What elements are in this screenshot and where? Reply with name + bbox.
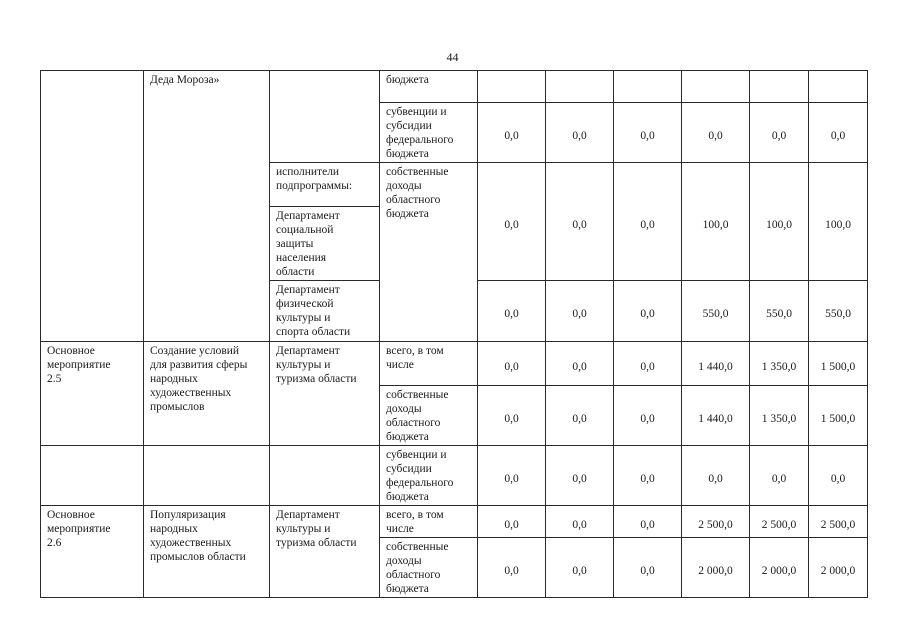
value-text: 0,0 — [504, 218, 519, 231]
value-text: 0,0 — [830, 472, 846, 485]
value-text: 100,0 — [702, 218, 729, 231]
value-cell — [546, 163, 614, 281]
value-cell — [809, 506, 868, 538]
table-row — [41, 506, 868, 538]
value-cell — [478, 506, 546, 538]
value-cell — [682, 342, 750, 386]
value-cell — [682, 281, 750, 342]
value-text: 0,0 — [640, 360, 655, 373]
executor-cell: исполнители подпрограммы: — [270, 163, 380, 207]
value-cell — [546, 538, 614, 598]
value-cell — [809, 163, 868, 281]
table-row — [41, 71, 868, 103]
value-text: 0,0 — [572, 518, 587, 531]
value-text: 0,0 — [640, 518, 655, 531]
value-text: 0,0 — [640, 129, 655, 142]
value-text: 2 000,0 — [698, 564, 733, 577]
name-cell: Деда Мороза» — [144, 71, 270, 342]
source-cell: всего, в том числе — [380, 506, 478, 538]
name-cell: Создание условий для развития сферы народных художественных промыслов — [144, 342, 270, 446]
value-cell — [478, 71, 546, 103]
value-text: 0,0 — [572, 129, 587, 142]
value-text: 0,0 — [504, 308, 519, 320]
value-text: 0,0 — [830, 129, 846, 142]
value-text: 550,0 — [702, 308, 729, 320]
value-cell — [809, 446, 868, 506]
value-cell — [614, 386, 682, 446]
value-cell — [546, 103, 614, 163]
executor-cell: Департамент социальной защиты населения области — [270, 207, 380, 281]
page-number: 44 — [446, 50, 459, 64]
value-text: 0,0 — [504, 129, 519, 142]
event-cell: Основное мероприятие 2.6 — [41, 506, 144, 598]
value-cell — [614, 342, 682, 386]
value-text: 0,0 — [572, 472, 587, 485]
source-cell: субвенции и субсидии федерального бюджета — [380, 103, 478, 163]
source-cell: собственные доходы областного бюджета — [380, 386, 478, 446]
value-text: 550,0 — [766, 308, 792, 320]
source-cell: собственные доходы областного бюджета — [380, 163, 478, 342]
value-text: 0,0 — [572, 564, 587, 577]
value-cell — [478, 163, 546, 281]
value-cell — [750, 386, 809, 446]
value-cell — [809, 386, 868, 446]
name-cell: Популяризация народных художественных промыслов области — [144, 506, 270, 598]
executor-cell — [270, 446, 380, 506]
value-cell — [809, 71, 868, 103]
source-cell: собственные доходы областного бюджета — [380, 538, 478, 598]
value-text: 1 440,0 — [698, 412, 733, 425]
executor-cell: Департамент культуры и туризма области — [270, 506, 380, 598]
value-cell — [546, 281, 614, 342]
value-cell — [478, 342, 546, 386]
source-cell: субвенции и субсидии федерального бюджета — [380, 446, 478, 506]
value-cell — [750, 163, 809, 281]
value-cell — [478, 446, 546, 506]
value-cell — [809, 342, 868, 386]
value-cell — [750, 506, 809, 538]
value-cell — [809, 281, 868, 342]
value-cell — [546, 71, 614, 103]
value-cell — [809, 538, 868, 598]
value-text: 0,0 — [572, 360, 587, 373]
value-text: 0,0 — [504, 564, 519, 577]
value-cell — [750, 446, 809, 506]
value-text: 0,0 — [504, 412, 519, 425]
value-cell — [750, 342, 809, 386]
executor-cell: Департамент физической культуры и спорта области — [270, 281, 380, 342]
value-text: 100,0 — [825, 218, 851, 231]
value-text: 2 500,0 — [761, 518, 797, 531]
table-row — [41, 446, 868, 506]
budget-table — [40, 70, 868, 598]
value-cell — [478, 386, 546, 446]
value-text: 0,0 — [771, 129, 787, 142]
value-cell — [750, 103, 809, 163]
value-cell — [750, 71, 809, 103]
value-cell — [614, 446, 682, 506]
value-text: 0,0 — [640, 564, 655, 577]
value-cell — [546, 506, 614, 538]
name-cell — [144, 446, 270, 506]
value-text: 0,0 — [572, 218, 587, 231]
value-cell — [478, 538, 546, 598]
value-cell — [546, 446, 614, 506]
value-text: 0,0 — [640, 412, 655, 425]
value-cell — [546, 342, 614, 386]
value-text: 1 500,0 — [820, 360, 856, 373]
value-text: 0,0 — [504, 472, 519, 485]
value-cell — [682, 538, 750, 598]
value-cell — [809, 103, 868, 163]
value-text: 0,0 — [504, 518, 519, 531]
value-text: 2 500,0 — [820, 518, 856, 531]
value-text: 0,0 — [640, 308, 655, 320]
value-cell — [750, 281, 809, 342]
value-cell — [614, 281, 682, 342]
value-text: 2 000,0 — [761, 564, 797, 577]
source-cell: бюджета — [380, 71, 478, 103]
event-cell: Основное мероприятие 2.5 — [41, 342, 144, 446]
executor-cell — [270, 71, 380, 163]
value-text: 2 000,0 — [820, 564, 856, 577]
executor-cell: Департамент культуры и туризма области — [270, 342, 380, 446]
value-text: 550,0 — [825, 308, 851, 320]
value-cell — [682, 163, 750, 281]
value-text: 0,0 — [572, 308, 587, 320]
value-text: 2 500,0 — [698, 518, 733, 531]
event-cell — [41, 446, 144, 506]
value-cell — [682, 506, 750, 538]
value-cell — [682, 446, 750, 506]
value-text: 1 350,0 — [761, 412, 797, 425]
value-text: 1 350,0 — [761, 360, 797, 373]
event-cell — [41, 71, 144, 342]
value-text: 0,0 — [708, 472, 723, 485]
value-text: 0,0 — [640, 472, 655, 485]
value-text: 0,0 — [504, 360, 519, 373]
value-text: 1 500,0 — [820, 412, 856, 425]
table-row — [41, 342, 868, 386]
value-cell — [614, 71, 682, 103]
value-text: 0,0 — [771, 472, 787, 485]
value-text: 0,0 — [708, 129, 723, 142]
value-cell — [614, 163, 682, 281]
value-cell — [478, 281, 546, 342]
value-cell — [546, 386, 614, 446]
value-cell — [614, 506, 682, 538]
value-cell — [750, 538, 809, 598]
value-text: 1 440,0 — [698, 360, 733, 373]
value-cell — [682, 71, 750, 103]
source-cell: всего, в том числе — [380, 342, 478, 386]
value-cell — [478, 103, 546, 163]
value-cell — [682, 103, 750, 163]
value-cell — [614, 103, 682, 163]
value-text: 0,0 — [572, 412, 587, 425]
value-text: 0,0 — [640, 218, 655, 231]
value-cell — [682, 386, 750, 446]
value-cell — [614, 538, 682, 598]
value-text: 100,0 — [766, 218, 792, 231]
